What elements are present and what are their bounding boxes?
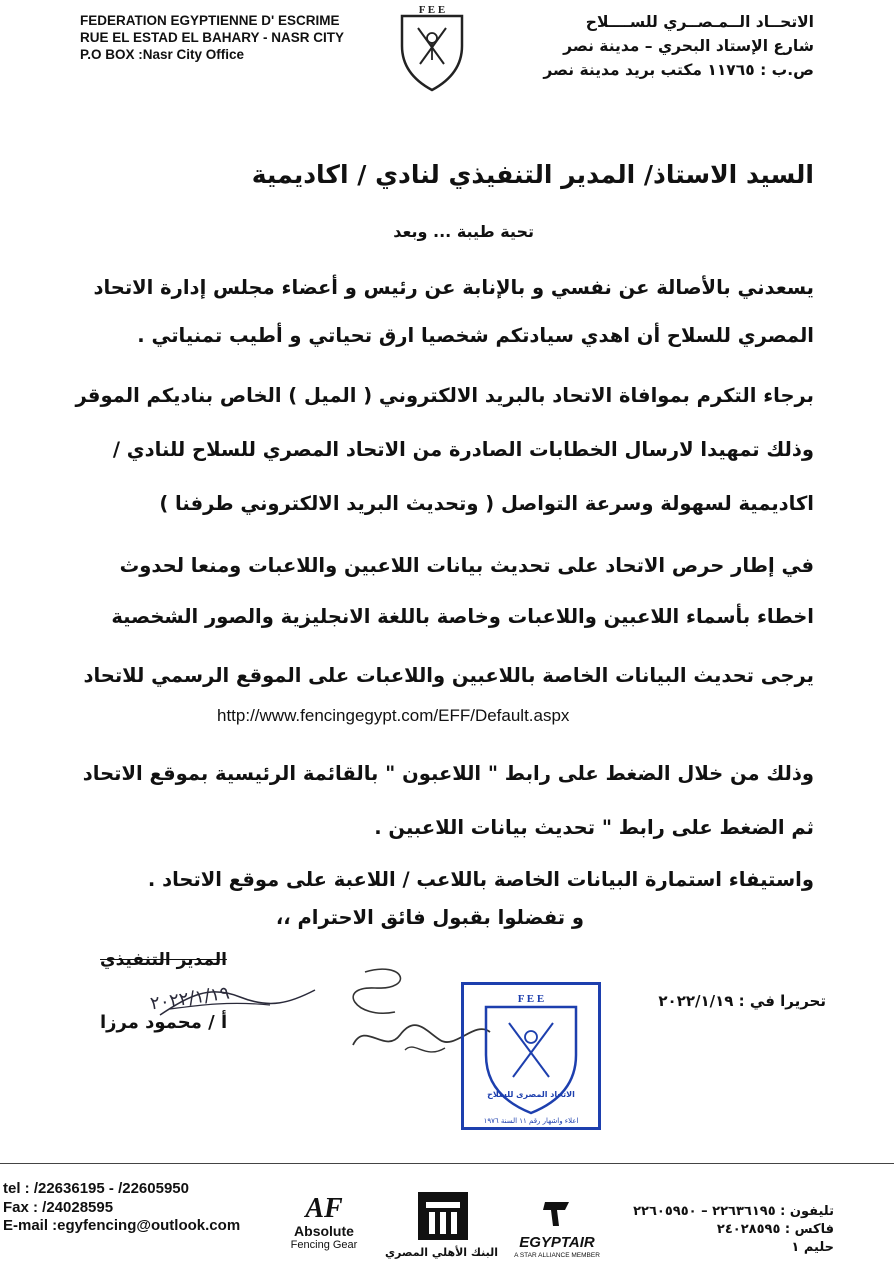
paragraph-line-2: المصري للسلاح أن اهدي سيادتكم شخصيا ارق تحياتي و أطيب تمنياتي . (137, 324, 814, 347)
national-bank-logo (384, 1190, 498, 1259)
players-update-link[interactable]: http://www.fencingegypt.com/EFF/Default.aspx (217, 706, 570, 725)
paragraph-line-9: وذلك من خلال الضغط على رابط " اللاعبون " بالقائمة الرئيسية بموقع الاتحاد (82, 762, 814, 785)
letter-greeting: تحية طيبة ... وبعد (393, 222, 534, 241)
header-ar-line-1: الاتحــاد الــمـصــري للســــلاح (585, 13, 814, 31)
footer-contacts-en (3, 1180, 240, 1236)
header-ar-line-2: شارع الإستاد البحري – مدينة نصر (563, 37, 814, 55)
footer-divider (0, 1163, 894, 1164)
federation-logo (386, 2, 478, 94)
handwritten-date: ٢٠٢٢/١/١٩ (148, 982, 231, 1015)
signatory-name: أ / محمود مرزا (100, 1012, 228, 1033)
header-en-line-1: FEDERATION EGYPTIENNE D' ESCRIME (80, 13, 340, 28)
header-en-line-3: P.O BOX :Nasr City Office (80, 47, 245, 62)
paragraph-line-3: برجاء التكرم بموافاة الاتحاد بالبريد الالكتروني ( الميل ) الخاص بناديكم الموقر (75, 384, 814, 407)
footer-ar-tel: تليفون : ٢٢٦٣٦١٩٥ – ٢٢٦٠٥٩٥٠ (633, 1204, 834, 1219)
logo-letters: F E E (418, 4, 446, 16)
absolute-fencing-logo (282, 1195, 366, 1252)
header-ar-line-3: ص.ب : ١١٧٦٥ مكتب بريد مدينة نصر (543, 61, 814, 79)
footer-fax: Fax : /24028595 (3, 1198, 114, 1216)
footer-ar-fax: فاكس : ٢٤٠٢٨٥٩٥ (716, 1222, 834, 1237)
paragraph-line-10: ثم الضغط على رابط " تحديث بيانات اللاعبين . (374, 816, 814, 839)
signature-title: المدير التنفيذي (100, 950, 227, 970)
footer-email: E-mail :egyfencing@outlook.com (3, 1217, 241, 1234)
paragraph-line-7: اخطاء بأسماء اللاعبين واللاعبات وخاصة باللغة الانجليزية والصور الشخصية (111, 605, 814, 628)
footer-contacts-ar (633, 1203, 834, 1257)
closing-line: و تفضلوا بقبول فائق الاحترام ،، (275, 906, 584, 929)
egyptair-name: EGYPTAIR (519, 1234, 595, 1251)
header-english (80, 12, 344, 63)
stamp-letters: F E E (517, 993, 545, 1005)
stamp-line2: اعلاء واشهار رقم ١١ السنة ١٩٧٦ (483, 1117, 579, 1125)
absolute-name: Absolute (294, 1223, 354, 1239)
bank-name: البنك الأهلي المصري (384, 1246, 498, 1259)
bank-emblem-icon (416, 1190, 470, 1242)
absolute-mark: AF (305, 1193, 343, 1224)
paragraph-line-5: اكاديمية لسهولة وسرعة التواصل ( وتحديث البريد الالكتروني طرفنا ) (159, 492, 814, 515)
paragraph-line-8: يرجى تحديث البيانات الخاصة باللاعبين واللاعبات على الموقع الرسمي للاتحاد (83, 664, 814, 687)
horus-icon (537, 1196, 577, 1230)
paragraph-line-6: في إطار حرص الاتحاد على تحديث بيانات اللاعبين واللاعبات ومنعا لحدوث (119, 554, 814, 577)
paragraph-line-4: وذلك تمهيدا لارسال الخطابات الصادرة من الاتحاد المصري للسلاح للنادي / (112, 438, 814, 461)
paragraph-line-11: واستيفاء استمارة البيانات الخاصة باللاعب / اللاعبة على موقع الاتحاد . (147, 868, 814, 891)
footer-ar-note: حليم ١ (791, 1240, 834, 1255)
signature-block (100, 950, 227, 970)
stamp-text: الاتحاد المصرى للسلاح (487, 1090, 575, 1099)
egyptair-logo (505, 1196, 609, 1260)
egyptair-sub: A STAR ALLIANCE MEMBER (514, 1252, 600, 1259)
header-arabic (543, 10, 814, 82)
header-en-line-2: RUE EL ESTAD EL BAHARY - NASR CITY (80, 30, 345, 45)
footer-tel: tel : /22636195 - /22605950 (3, 1180, 189, 1197)
absolute-sub: Fencing Gear (290, 1239, 358, 1251)
official-stamp (461, 982, 601, 1130)
letter-addressee: السيد الاستاذ/ المدير التنفيذي لنادي / اكاديمية (251, 160, 814, 189)
paragraph-line-1: يسعدني بالأصالة عن نفسي و بالإنابة عن رئيس و أعضاء مجلس إدارة الاتحاد (93, 276, 814, 299)
letter-date: تحريرا في : ٢٠٢٢/١/١٩ (658, 992, 826, 1010)
